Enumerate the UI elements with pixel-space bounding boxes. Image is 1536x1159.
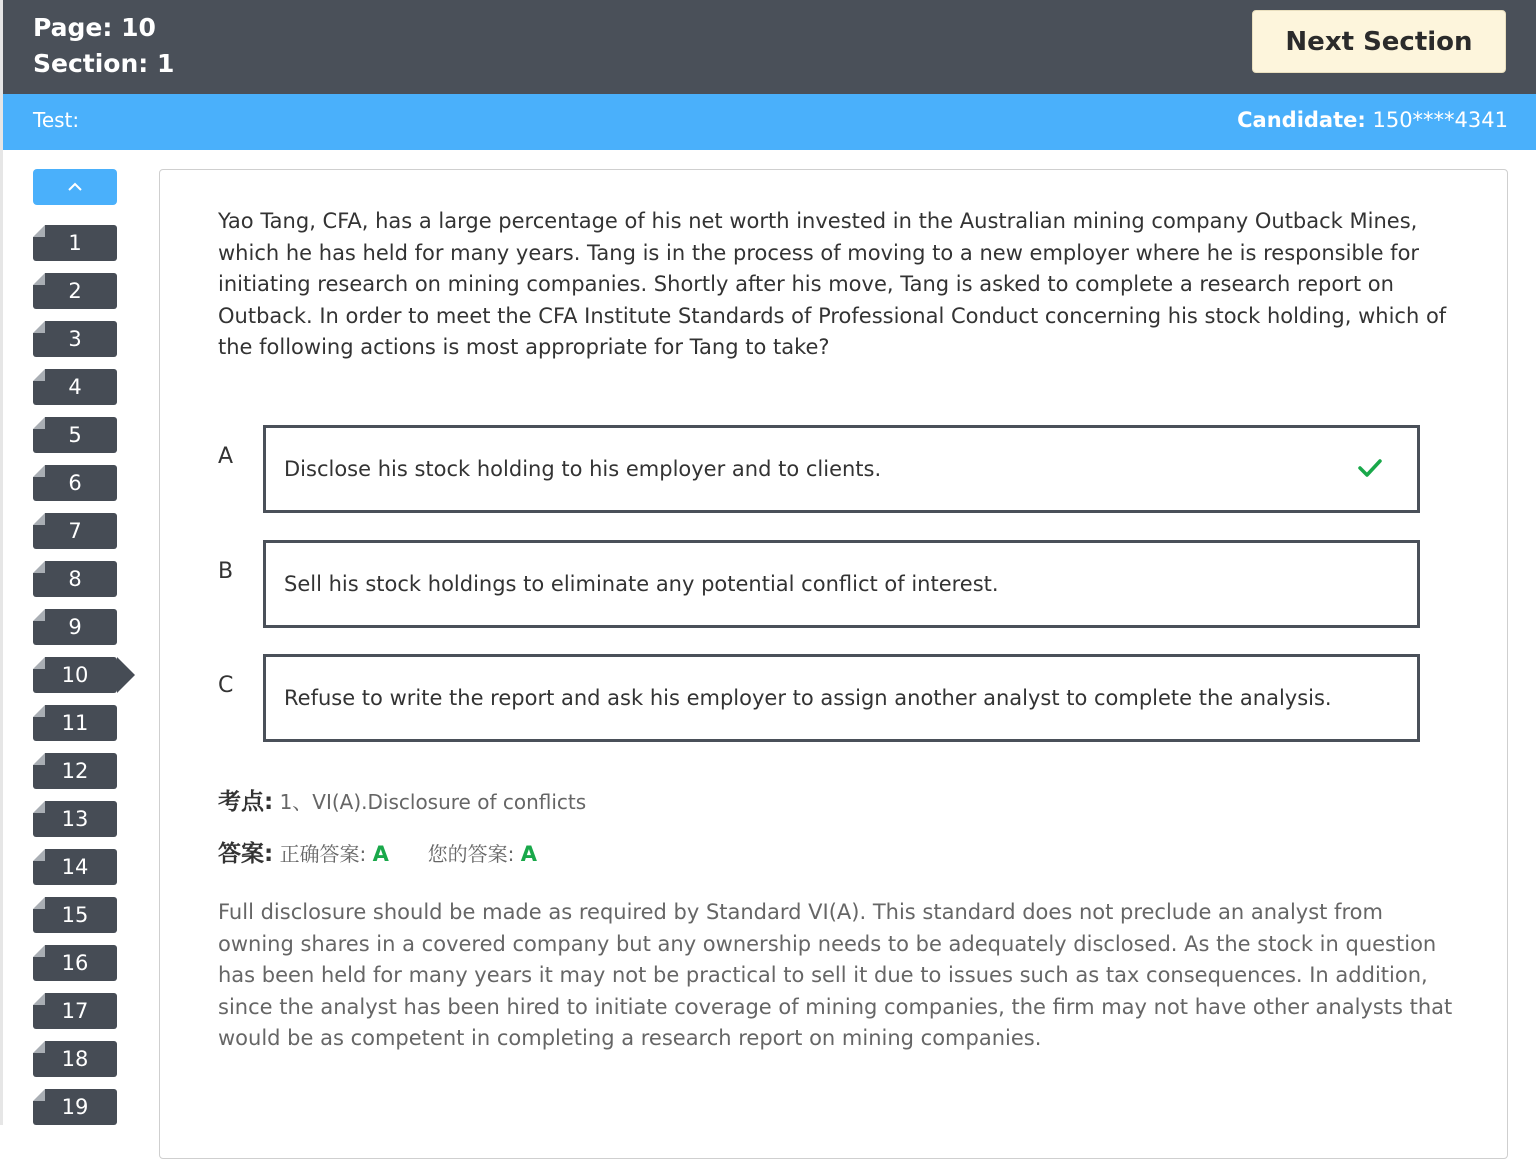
question-number: 14 [61,855,89,879]
corner-fold [33,465,45,477]
question-button-2[interactable] [33,273,117,309]
question-button-3[interactable] [33,321,117,357]
corner-fold [33,225,45,237]
info-bar [3,94,1536,150]
question-button-11[interactable] [33,705,117,741]
question-number: 8 [68,567,82,591]
option-c-letter: C [218,673,234,698]
corner-fold [33,897,45,909]
question-number: 19 [61,1095,89,1119]
next-section-button[interactable]: Next Section [1252,10,1506,73]
question-number: 17 [61,999,89,1023]
option-a[interactable] [263,425,1420,513]
question-number: 5 [68,423,82,447]
question-button-10[interactable] [33,657,117,693]
question-button-15[interactable] [33,897,117,933]
question-number: 2 [68,279,82,303]
option-c[interactable] [263,654,1420,742]
question-number: 15 [61,903,89,927]
question-button-16[interactable] [33,945,117,981]
topic-row [218,783,586,816]
corner-fold [33,1089,45,1101]
option-c-text: Refuse to write the report and ask his employer to assign another analyst to complete the analysis. [284,686,1332,710]
question-button-4[interactable] [33,369,117,405]
corner-fold [33,945,45,957]
question-button-6[interactable] [33,465,117,501]
question-button-12[interactable] [33,753,117,789]
corner-fold [33,657,45,669]
question-number: 11 [61,711,89,735]
option-b[interactable] [263,540,1420,628]
question-button-9[interactable] [33,609,117,645]
corner-fold [33,321,45,333]
candidate-info [1237,108,1508,132]
corner-fold [33,1041,45,1053]
question-navigator [0,150,150,1125]
corner-fold [33,849,45,861]
option-a-letter: A [218,444,234,469]
corner-fold [33,561,45,573]
topic-text: 1、VI(A).Disclosure of conflicts [279,790,587,814]
question-button-14[interactable] [33,849,117,885]
chevron-up-icon [66,181,84,193]
option-a-text: Disclose his stock holding to his employer and to clients. [284,457,882,481]
checkmark-icon [1357,457,1383,479]
page-label: Page: 10 [33,13,156,42]
question-number: 3 [68,327,82,351]
corner-fold [33,273,45,285]
corner-fold [33,609,45,621]
question-number: 7 [68,519,82,543]
answer-row [218,835,537,868]
question-button-1[interactable] [33,225,117,261]
question-button-17[interactable] [33,993,117,1029]
corner-fold [33,417,45,429]
scroll-up-button[interactable] [33,169,117,205]
your-answer-label: 您的答案: [427,842,515,866]
question-button-7[interactable] [33,513,117,549]
explanation-text: Full disclosure should be made as required by Standard VI(A). This standard does not preclude an analyst from owning shares in a covered company but any ownership needs to be adequately disclosed. As the stock in question has been held for many years it may not be practical to sell it due to issues such as tax consequences. In addition, since the analyst has been hired to initiate coverage of mining companies, the firm may not have other analysts that would be as competent in completing a research report on mining companies. [218,900,1453,1050]
question-button-13[interactable] [33,801,117,837]
correct-answer-value: A [372,842,389,866]
question-number: 4 [68,375,82,399]
question-number: 13 [61,807,89,831]
your-answer-value: A [520,842,538,866]
question-number: 18 [61,1047,89,1071]
corner-fold [33,753,45,765]
option-b-letter: B [218,559,234,584]
question-number: 12 [61,759,89,783]
question-button-8[interactable] [33,561,117,597]
topic-label: 考点: [218,789,274,815]
question-number: 10 [61,663,89,687]
corner-fold [33,993,45,1005]
corner-fold [33,705,45,717]
test-label: Test: [33,108,80,132]
correct-answer-label: 正确答案: [279,842,367,866]
question-panel [159,169,1508,1159]
candidate-id: 150****4341 [1372,108,1508,132]
question-button-18[interactable] [33,1041,117,1077]
question-button-5[interactable] [33,417,117,453]
answer-label: 答案: [218,841,274,867]
corner-fold [33,801,45,813]
question-text: Yao Tang, CFA, has a large percentage of his net worth invested in the Australian mining company Outback Mines, which he has held for many years. Tang is in the process of moving to a new employer where he is responsible for initiating research on mining companies. Shortly after his move, Tang is asked to complete a research report on Outback. In order to meet the CFA Institute Standards of Professional Conduct concerning his stock holding, which of the following actions is most appropriate for Tang to take? [218,209,1447,359]
question-number: 6 [68,471,82,495]
question-number: 1 [68,231,82,255]
question-button-19[interactable] [33,1089,117,1125]
question-number: 16 [61,951,89,975]
option-b-text: Sell his stock holdings to eliminate any potential conflict of interest. [284,572,999,596]
section-label: Section: 1 [33,49,175,78]
corner-fold [33,513,45,525]
corner-fold [33,369,45,381]
question-number: 9 [68,615,82,639]
candidate-label: Candidate: [1237,108,1366,132]
page-info [33,10,174,82]
